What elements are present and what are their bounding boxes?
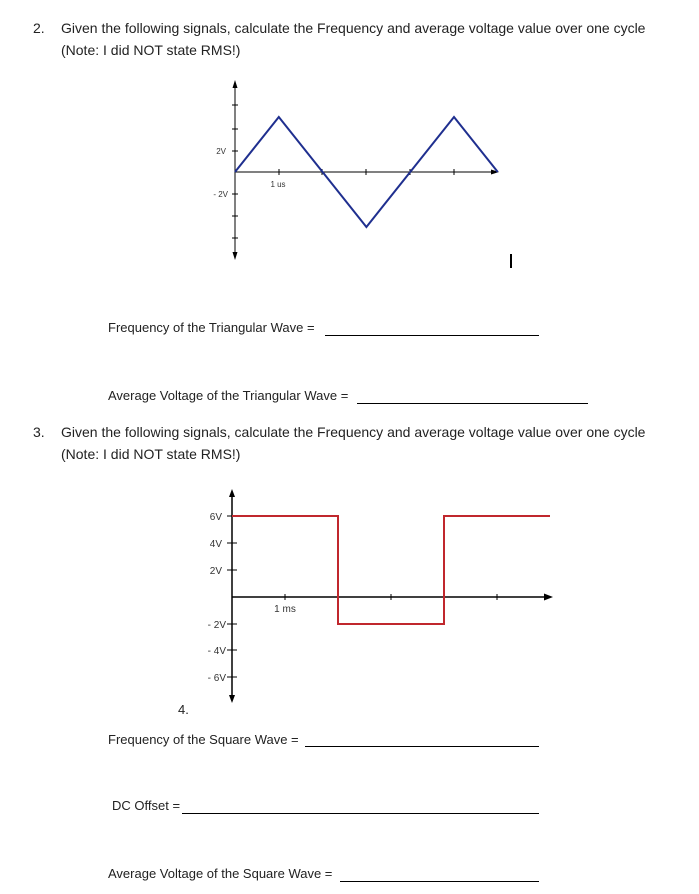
dc-offset-blank[interactable] (182, 813, 539, 814)
tri-x-label-1us: 1 us (270, 180, 286, 189)
dc-offset-label: DC Offset = (112, 798, 181, 813)
question2-text-line2: (Note: I did NOT state RMS!) (61, 42, 241, 58)
question2-number: 2. (33, 20, 45, 36)
sq-y-label-neg6v: - 6V (207, 673, 226, 684)
sq-x-label-1ms: 1 ms (274, 604, 296, 615)
sq-x-arrow (544, 594, 553, 601)
square-average-blank[interactable] (340, 881, 539, 882)
square-average-label: Average Voltage of the Square Wave = (108, 866, 333, 881)
sq-y-arrow-up (229, 489, 235, 497)
text-cursor (510, 254, 512, 268)
question3-number: 3. (33, 424, 45, 440)
triangle-frequency-label: Frequency of the Triangular Wave = (108, 320, 315, 335)
item4-number: 4. (178, 702, 189, 717)
question3-text-line2: (Note: I did NOT state RMS!) (61, 446, 241, 462)
tri-y-label-neg2v: - 2V (213, 190, 228, 199)
sq-y-label-6v: 6V (209, 512, 222, 523)
question3-text-line1: Given the following signals, calculate the Frequency and average voltage value over one cycle (61, 424, 646, 440)
tri-y-arrow-up (233, 80, 238, 88)
tri-y-arrow-down (233, 252, 238, 260)
square-frequency-blank[interactable] (305, 746, 539, 747)
triangle-average-blank[interactable] (357, 403, 588, 404)
triangle-frequency-blank[interactable] (325, 335, 539, 336)
sq-y-label-neg2v: - 2V (207, 620, 226, 631)
triangle-wave-chart (0, 78, 699, 298)
sq-y-arrow-down (229, 695, 235, 703)
square-wave-chart (0, 486, 699, 706)
square-frequency-label: Frequency of the Square Wave = (108, 732, 299, 747)
question2-text-line1: Given the following signals, calculate the Frequency and average voltage value over one cycle (61, 20, 646, 36)
triangle-average-label: Average Voltage of the Triangular Wave = (108, 388, 349, 403)
tri-y-label-2v: 2V (216, 147, 226, 156)
sq-y-label-neg4v: - 4V (207, 646, 226, 657)
sq-y-label-4v: 4V (209, 539, 222, 550)
sq-y-label-2v: 2V (209, 566, 222, 577)
